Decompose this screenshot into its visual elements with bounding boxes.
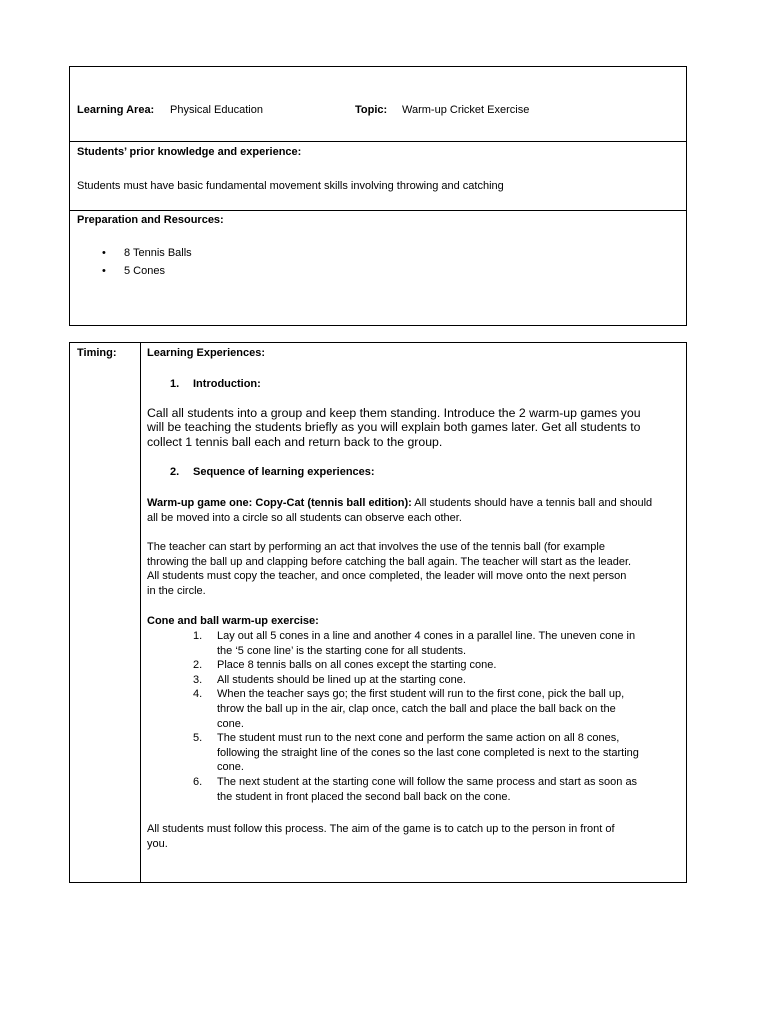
text-line: All students should be lined up at the starting cone.	[217, 673, 466, 686]
text-line: throw the ball up in the air, clap once, catch the ball and place the ball back on the	[217, 702, 616, 715]
prior-knowledge-heading: Students’ prior knowledge and experience:	[77, 146, 302, 158]
intro-heading: Introduction:	[193, 378, 261, 390]
text-line: in the circle.	[147, 584, 206, 597]
sequence-heading: Sequence of learning experiences:	[193, 466, 375, 478]
lesson-plan-table	[69, 342, 687, 883]
text-line: all be moved into a circle so all students can observe each other.	[147, 511, 462, 524]
text-line: When the teacher says go; the first student will run to the first cone, pick the ball up,	[217, 688, 625, 701]
learning-experiences-label: Learning Experiences:	[147, 347, 265, 359]
text-line: cone.	[217, 761, 244, 774]
list-item	[147, 687, 639, 731]
game1-paragraph-2	[147, 540, 631, 598]
intro-number: 1.	[170, 378, 180, 390]
list-item	[147, 673, 639, 688]
resources-heading: Preparation and Resources:	[77, 214, 224, 226]
step-number: 5.	[193, 732, 203, 745]
topic-value: Warm-up Cricket Exercise	[402, 104, 530, 116]
timing-label: Timing:	[77, 347, 117, 359]
list-item: • 5 Cones	[80, 262, 192, 280]
prior-knowledge-text: Students must have basic fundamental movement skills involving throwing and catching	[77, 180, 504, 192]
text-line: collect 1 tennis ball each and return back to the group.	[147, 434, 443, 449]
text-line: following the straight line of the cones so the last cone completed is next to the starting	[217, 746, 639, 759]
text-line: The student must run to the next cone and perform the same action on all 8 cones,	[217, 732, 620, 745]
column-divider	[140, 343, 141, 882]
text-line: The teacher can start by performing an act that involves the use of the tennis ball (for example	[147, 541, 605, 553]
list-item	[147, 775, 639, 804]
header-row	[70, 67, 686, 141]
step-number: 2.	[193, 659, 203, 672]
text-line: cone.	[217, 717, 244, 730]
text-line: Place 8 tennis balls on all cones except the starting cone.	[217, 659, 497, 672]
game1-text: All students should have a tennis ball and should	[411, 497, 653, 509]
step-number: 4.	[193, 688, 203, 701]
prior-knowledge-row	[70, 141, 686, 210]
learning-area-value: Physical Education	[170, 104, 263, 116]
sequence-number: 2.	[170, 466, 180, 478]
text-line: the ‘5 cone line’ is the starting cone for all students.	[217, 644, 467, 657]
text-line: you.	[147, 837, 168, 850]
lesson-info-table	[69, 66, 687, 326]
topic-label: Topic:	[355, 104, 388, 116]
intro-paragraph	[147, 406, 641, 449]
step-number: 6.	[193, 775, 203, 788]
list-item	[147, 629, 639, 658]
step-number: 1.	[193, 630, 203, 642]
game2-title: Cone and ball warm-up exercise:	[147, 615, 319, 627]
learning-area-label: Learning Area:	[77, 104, 155, 116]
text-line: throwing the ball up and clapping before catching the ball again. The teacher will start as the leader.	[147, 555, 632, 568]
text-line: All students must copy the teacher, and once completed, the leader will move onto the next person	[147, 570, 627, 583]
resources-row	[70, 210, 686, 326]
game1-title: Warm-up game one: Copy-Cat (tennis ball edition):	[147, 497, 412, 509]
text-line: All students must follow this process. The aim of the game is to catch up to the person in front of	[147, 823, 615, 835]
resources-list	[80, 244, 192, 280]
closing-paragraph	[147, 822, 615, 851]
step-number: 3.	[193, 673, 203, 686]
game1-paragraph	[147, 496, 652, 525]
text-line: Lay out all 5 cones in a line and another 4 cones in a parallel line. The uneven cone in	[217, 630, 636, 642]
list-item	[147, 658, 639, 673]
text-line: Call all students into a group and keep them standing. Introduce the 2 warm-up games you	[147, 406, 641, 420]
list-item: • 8 Tennis Balls	[80, 244, 192, 262]
text-line: the student in front placed the second ball back on the cone.	[217, 790, 511, 803]
game2-steps	[147, 629, 639, 804]
list-item	[147, 731, 639, 775]
text-line: The next student at the starting cone will follow the same process and start as soon as	[217, 775, 638, 788]
text-line: will be teaching the students briefly as you will explain both games later. Get all students to	[147, 420, 641, 435]
